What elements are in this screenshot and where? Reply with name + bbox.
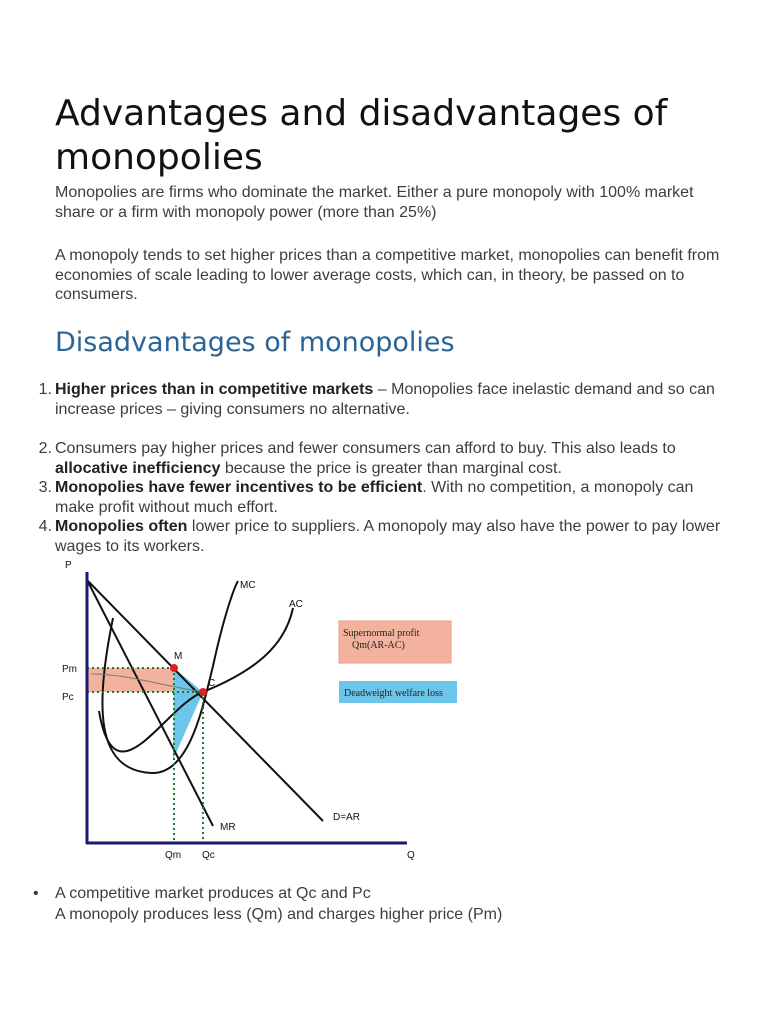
list-item-bold: allocative inefficiency bbox=[55, 459, 221, 477]
list-item-bold: Higher prices than in competitive markets bbox=[55, 381, 374, 398]
label-mc: MC bbox=[240, 580, 256, 591]
diagram-background bbox=[55, 556, 465, 870]
list-number: 2. bbox=[38, 440, 52, 457]
list-number: 3. bbox=[38, 479, 52, 496]
page-title: Advantages and disadvantages of monopolies bbox=[55, 93, 668, 178]
supernormal-profit-area bbox=[87, 668, 174, 692]
list-item bbox=[33, 883, 735, 925]
disadvantages-heading: Disadvantages of monopolies bbox=[55, 327, 455, 358]
list-item-text: Consumers pay higher prices and fewer consumers can afford to buy. This also leads to bbox=[55, 440, 676, 457]
intro-paragraph: Monopolies are firms who dominate the market. Either a pure monopoly with 100% market share or a firm with monopoly power (more than 25%) bbox=[55, 184, 694, 221]
bullet-dot: • bbox=[33, 885, 39, 902]
list-item-text: lower price to suppliers. A monopoly may also have the power to pay lower wages to its workers. bbox=[55, 518, 721, 555]
axis-label-p: P bbox=[65, 560, 72, 571]
economies-paragraph: A monopoly tends to set higher prices than a competitive market, monopolies can benefit from economies of scale leading to lower average costs, which can, in theory, be passed on to consumers. bbox=[55, 247, 720, 303]
legend-dwl-label: Deadweight welfare loss bbox=[344, 688, 443, 699]
list-number: 4. bbox=[38, 518, 52, 535]
bullet-line: A competitive market produces at Qc and Pc bbox=[55, 885, 371, 902]
list-item-text: because the price is greater than marginal cost. bbox=[220, 459, 562, 477]
axis-label-q: Q bbox=[407, 850, 415, 861]
point-m bbox=[170, 664, 178, 672]
list-item bbox=[38, 380, 735, 419]
bullet-line: A monopoly produces less (Qm) and charges higher price (Pm) bbox=[55, 906, 503, 923]
label-pc: Pc bbox=[62, 692, 74, 703]
label-mr: MR bbox=[220, 822, 236, 833]
legend-profit-formula: Qm(AR-AC) bbox=[352, 640, 405, 651]
list-item-text: – Monopolies face inelastic demand and so can increase prices – giving consumers no alternative. bbox=[55, 381, 715, 418]
label-c: C bbox=[208, 678, 216, 689]
legend-profit-label: Supernormal profit bbox=[343, 628, 420, 639]
label-m: M bbox=[174, 651, 183, 662]
list-item-bold: Monopolies often bbox=[55, 518, 188, 535]
label-qm: Qm bbox=[165, 850, 182, 861]
label-ac: AC bbox=[289, 599, 303, 610]
label-qc: Qc bbox=[202, 850, 215, 861]
label-pm: Pm bbox=[62, 664, 77, 675]
monopoly-diagram bbox=[55, 556, 465, 870]
list-item bbox=[38, 439, 735, 478]
list-item bbox=[38, 478, 735, 517]
list-item-bold: Monopolies have fewer incentives to be efficient bbox=[55, 479, 423, 496]
point-c bbox=[199, 688, 207, 696]
list-item bbox=[38, 517, 735, 556]
list-number: 1. bbox=[38, 381, 52, 398]
label-d-ar: D=AR bbox=[333, 812, 360, 823]
list-item-text: . With no competition, a monopoly can make profit without much effort. bbox=[55, 479, 694, 516]
